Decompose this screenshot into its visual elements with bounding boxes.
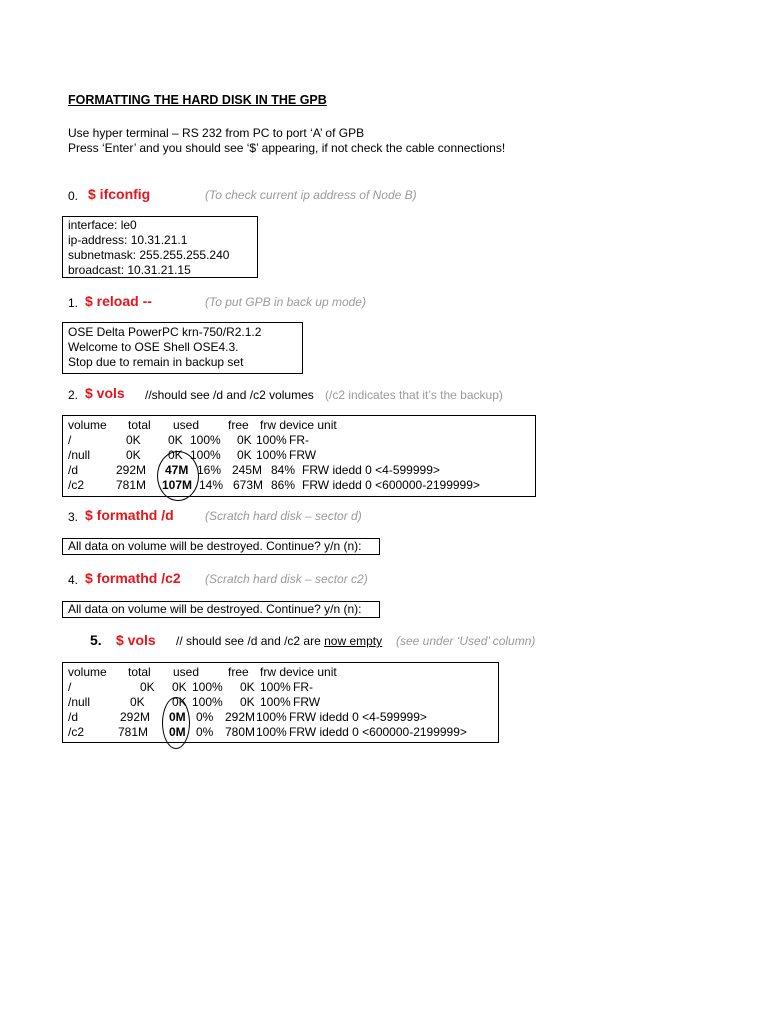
cell-pct: 100% (190, 448, 221, 462)
cell-used: 0K (168, 433, 183, 447)
step-3-comment: (Scratch hard disk – sector d) (205, 509, 362, 523)
cell-fpct: 100% (260, 680, 291, 694)
cell-volume: /null (68, 695, 91, 709)
step-2-comment: (/c2 indicates that it’s the backup) (325, 388, 503, 402)
used-highlight-circle (157, 451, 199, 501)
col-header-total: total (128, 418, 151, 432)
col-header-volume: volume (68, 665, 107, 679)
cell-free: 780M (225, 725, 256, 739)
intro-line-1: Use hyper terminal – RS 232 from PC to port ‘A’ of GPB (68, 126, 365, 140)
col-header-frw: frw device unit (260, 665, 337, 679)
step-0-command: $ ifconfig (88, 186, 151, 202)
col-header-total: total (128, 665, 151, 679)
cell-rest: FRW idedd 0 <4-599999> (302, 463, 440, 477)
step-5-number: 5. (90, 632, 102, 648)
cell-total: 0K (126, 448, 141, 462)
cell-fpct: 100% (256, 710, 287, 724)
cell-volume: /null (68, 448, 91, 462)
cell-pct: 100% (190, 433, 221, 447)
output-line: subnetmask: 255.255.255.240 (68, 248, 230, 262)
cell-rest: FRW (289, 448, 317, 462)
cell-total: 781M (118, 725, 149, 739)
step-1-comment: (To put GPB in back up mode) (205, 295, 366, 309)
col-header-frw: frw device unit (260, 418, 337, 432)
cell-used-highlight: 0M (169, 725, 186, 739)
cell-used: 0K (168, 448, 183, 462)
page-title: FORMATTING THE HARD DISK IN THE GPB (68, 93, 327, 107)
cell-free: 245M (232, 463, 263, 477)
step-4-comment: (Scratch hard disk – sector c2) (205, 572, 368, 586)
cell-volume: / (68, 680, 72, 694)
output-line: All data on volume will be destroyed. Continue? y/n (n): (68, 539, 362, 553)
output-line: ip-address: 10.31.21.1 (68, 233, 188, 247)
cell-rest: FRW (293, 695, 321, 709)
cell-fpct: 100% (260, 695, 291, 709)
cell-used-highlight: 0M (169, 710, 186, 724)
cell-total: 292M (116, 463, 147, 477)
col-header-free: free (228, 418, 249, 432)
cell-free: 673M (233, 478, 264, 492)
cell-used-highlight: 47M (165, 463, 189, 477)
step-5-comment: (see under ‘Used’ column) (396, 634, 536, 648)
step-5-note-prefix: // should see /d and /c2 are (176, 634, 325, 648)
step-5-note (176, 634, 382, 648)
step-4-number: 4. (68, 573, 79, 587)
cell-pct: 100% (192, 695, 223, 709)
cell-used: 0K (172, 680, 187, 694)
cell-rest: FRW idedd 0 <600000-2199999> (302, 478, 480, 492)
step-1-number: 1. (68, 296, 79, 310)
step-1-command: $ reload -- (85, 293, 152, 309)
cell-fpct: 100% (256, 433, 287, 447)
col-header-volume: volume (68, 418, 107, 432)
step-3-number: 3. (68, 510, 79, 524)
output-line: All data on volume will be destroyed. Continue? y/n (n): (68, 602, 362, 616)
cell-total: 781M (116, 478, 147, 492)
cell-fpct: 100% (256, 725, 287, 739)
cell-free: 0K (237, 448, 252, 462)
cell-rest: FRW idedd 0 <4-599999> (289, 710, 427, 724)
output-line: Welcome to OSE Shell OSE4.3. (68, 340, 239, 354)
cell-volume: / (68, 433, 72, 447)
cell-pct: 0% (196, 710, 214, 724)
step-2-number: 2. (68, 388, 79, 402)
col-header-used: used (173, 665, 200, 679)
cell-total: 0K (140, 680, 155, 694)
cell-rest: FRW idedd 0 <600000-2199999> (289, 725, 467, 739)
output-line: interface: le0 (68, 218, 137, 232)
cell-total: 0K (126, 433, 141, 447)
cell-pct: 14% (199, 478, 224, 492)
cell-pct: 100% (192, 680, 223, 694)
cell-rest: FR- (289, 433, 309, 447)
cell-pct: 0% (196, 725, 214, 739)
cell-free: 0K (237, 433, 252, 447)
cell-free: 292M (225, 710, 256, 724)
step-3-command: $ formathd /d (85, 507, 174, 523)
step-5-note-underlined: now empty (324, 634, 383, 648)
cell-volume: /d (68, 710, 79, 724)
cell-total: 292M (120, 710, 151, 724)
step-0-comment: (To check current ip address of Node B) (205, 188, 417, 202)
cell-used-highlight: 107M (162, 478, 193, 492)
intro-line-2: Press ‘Enter’ and you should see ‘$’ appearing, if not check the cable connections! (68, 141, 506, 155)
cell-volume: /c2 (68, 478, 85, 492)
used-highlight-circle (162, 697, 190, 749)
step-2-note: //should see /d and /c2 volumes (145, 388, 314, 402)
cell-volume: /d (68, 463, 79, 477)
cell-total: 0K (130, 695, 145, 709)
cell-used: 0K (172, 695, 187, 709)
output-line: Stop due to remain in backup set (68, 355, 244, 369)
cell-volume: /c2 (68, 725, 85, 739)
output-line: OSE Delta PowerPC krn-750/R2.1.2 (68, 325, 262, 339)
step-4-command: $ formathd /c2 (85, 570, 181, 586)
output-line: broadcast: 10.31.21.15 (68, 263, 191, 277)
cell-fpct: 84% (271, 463, 296, 477)
cell-free: 0K (240, 680, 255, 694)
col-header-free: free (228, 665, 249, 679)
cell-fpct: 86% (271, 478, 296, 492)
cell-rest: FR- (293, 680, 313, 694)
step-5-command: $ vols (116, 632, 156, 648)
cell-fpct: 100% (256, 448, 287, 462)
col-header-used: used (173, 418, 200, 432)
step-2-command: $ vols (85, 385, 125, 401)
cell-pct: 16% (197, 463, 222, 477)
step-0-number: 0. (68, 189, 79, 203)
cell-free: 0K (240, 695, 255, 709)
